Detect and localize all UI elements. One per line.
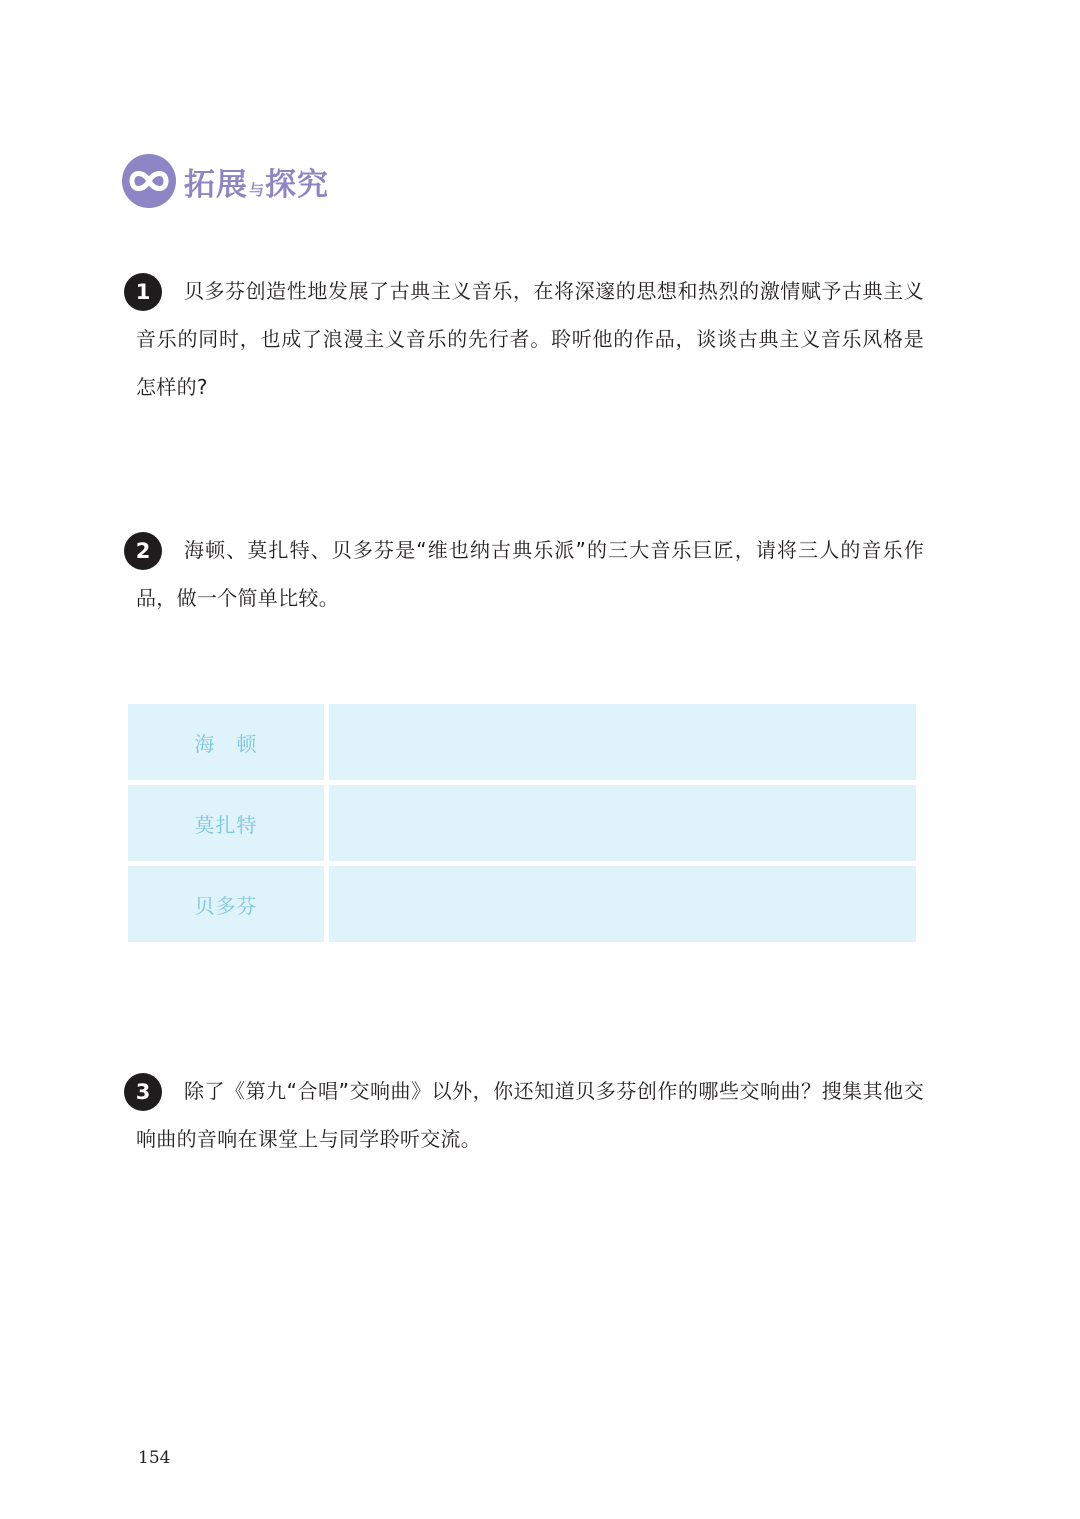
section-header: [122, 154, 329, 208]
page-number: 154: [138, 1448, 171, 1468]
question-text: 除了《第九“合唱”交响曲》以外，你还知道贝多芬创作的哪些交响曲？搜集其他交响曲的音响在课堂上与同学聆听交流。: [136, 1079, 924, 1151]
question-number-badge: 3: [124, 1073, 162, 1111]
section-title-part2: 探究: [265, 166, 330, 203]
question-text: 贝多芬创造性地发展了古典主义音乐，在将深邃的思想和热烈的激情赋予古典主义音乐的同时，也成了浪漫主义音乐的先行者。聆听他的作品，谈谈古典主义音乐风格是怎样的?: [136, 279, 924, 399]
composer-comparison-table: [128, 704, 916, 942]
section-title-join: 与: [249, 180, 265, 199]
table-row-beethoven: [128, 866, 916, 942]
question-1: [124, 267, 924, 411]
composer-label: 莫扎特: [128, 785, 324, 861]
table-row-haydn: [128, 704, 916, 780]
composer-label: 贝多芬: [128, 866, 324, 942]
beethoven-answer-field[interactable]: [329, 866, 916, 942]
section-title: [184, 159, 329, 204]
haydn-answer-field[interactable]: [329, 704, 916, 780]
section-title-part1: 拓展: [184, 166, 248, 203]
mozart-answer-field[interactable]: [329, 785, 916, 861]
question-text: 海顿、莫扎特、贝多芬是“维也纳古典乐派”的三大音乐巨匠，请将三人的音乐作品，做一个简单比较。: [136, 538, 924, 610]
question-number-badge: 1: [124, 273, 162, 311]
question-3: [124, 1067, 924, 1163]
composer-label: 海 顿: [128, 704, 324, 780]
question-number-badge: 2: [124, 532, 162, 570]
question-2: [124, 526, 924, 622]
table-row-mozart: [128, 785, 916, 861]
infinity-loop-icon: [122, 154, 176, 208]
